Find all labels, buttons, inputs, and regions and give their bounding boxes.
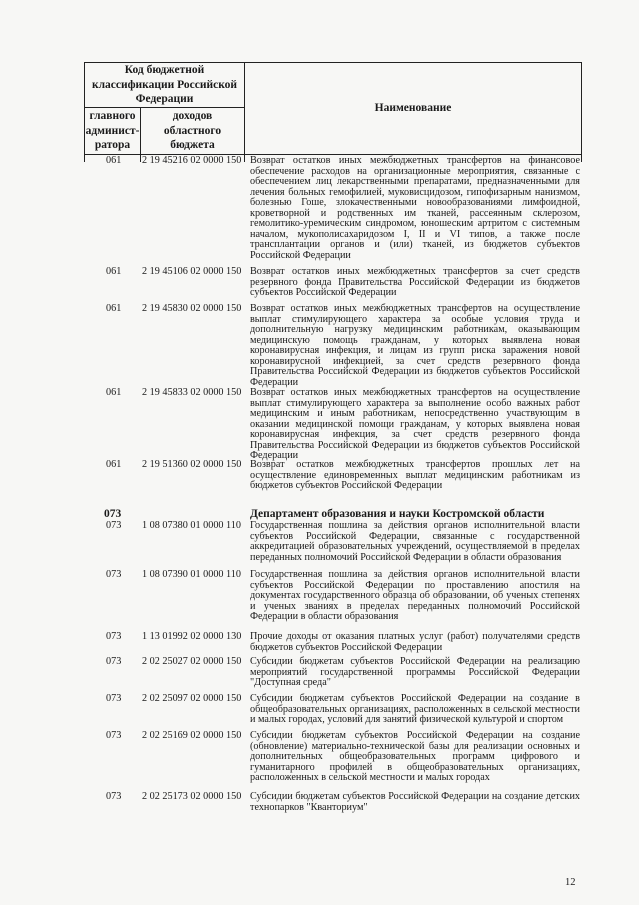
admin-code: 073 [106, 730, 122, 741]
header-col-income [140, 107, 245, 155]
row-description: Субсидии бюджетам субъектов Российской Федерации на реализацию мероприятий государственной программы Российской Федерации "Доступная среда" [250, 656, 580, 689]
header-col-income-label: доходов областного бюджета [163, 110, 222, 152]
income-code: 2 02 25169 02 0000 150 [142, 730, 242, 741]
admin-code: 073 [106, 693, 122, 704]
income-code: 1 13 01992 02 0000 130 [142, 631, 242, 642]
income-code: 1 08 07380 01 0000 110 [142, 520, 241, 531]
row-description: Субсидии бюджетам субъектов Российской Федерации на создание детских технопарков "Кванториум" [250, 791, 580, 813]
header-col-admin [84, 107, 141, 155]
page-number: 12 [565, 877, 576, 888]
header-code-group-label: Код бюджетной классификации Российской Федерации [91, 64, 238, 106]
column-rule-1 [140, 155, 141, 162]
admin-code: 073 [106, 656, 122, 667]
row-description: Субсидии бюджетам субъектов Российской Федерации на создание в общеобразовательных организациях, расположенных в сельской местности и малых городах, условий для занятий физической культурой и спортом [250, 693, 580, 726]
header-col-admin-label: главного админист- ратора [85, 110, 140, 152]
income-code: 2 02 25027 02 0000 150 [142, 656, 242, 667]
admin-code: 073 [106, 631, 122, 642]
income-code: 2 19 45216 02 0000 150 [142, 155, 242, 166]
department-title: Департамент образования и науки Костромской области [250, 508, 545, 520]
row-description: Государственная пошлина за действия органов исполнительной власти субъектов Российской Федерации по проставлению апостиля на документах государственного образца об образовании, об ученых степенях и ученых званиях в пределах переданных полномочий Российской Федерации в области образования [250, 569, 580, 623]
admin-code: 061 [106, 266, 122, 277]
admin-code: 061 [106, 303, 122, 314]
header-col-name [244, 62, 582, 155]
income-code: 2 02 25173 02 0000 150 [142, 791, 242, 802]
header-code-group [84, 62, 245, 108]
row-description: Возврат остатков иных межбюджетных трансфертов на осуществление выплат стимулирующего характера за особые условия труда и дополнительную нагрузку медицинским работникам, оказывающим медицинскую помощь гражданам, у которых выявлена новая коронавирусная инфекция, и лицам из групп риска заражения новой коронавирусной инфекцией, за счет средств резервного фонда Правительства Российской Федерации из бюджетов субъектов Российской Федерации [250, 303, 580, 388]
admin-code: 073 [106, 569, 122, 580]
admin-code: 073 [106, 520, 122, 531]
row-description: Прочие доходы от оказания платных услуг (работ) получателями средств бюджетов субъектов Российской Федерации [250, 631, 580, 653]
column-rule-left [84, 155, 85, 162]
column-rule-right [581, 155, 582, 162]
income-code: 2 19 45830 02 0000 150 [142, 303, 242, 314]
row-description: Возврат остатков иных межбюджетных трансфертов за счет средств резервного фонда Правительства Российской Федерации из бюджетов субъектов Российской Федерации [250, 266, 580, 299]
row-description: Возврат остатков межбюджетных трансфертов прошлых лет на осуществление единовременных выплат медицинским работникам из бюджетов субъектов Российской Федерации [250, 459, 580, 492]
income-code: 2 02 25097 02 0000 150 [142, 693, 242, 704]
admin-code: 061 [106, 459, 122, 470]
column-rule-2 [244, 155, 245, 162]
income-code: 2 19 45106 02 0000 150 [142, 266, 242, 277]
header-col-name-label: Наименование [374, 102, 452, 115]
row-description: Субсидии бюджетам субъектов Российской Федерации на создание (обновление) материально-технической базы для реализации основных и дополнительных общеобразовательных программ цифрового и гуманитарного профилей в общеобразовательных организациях, расположенных в сельской местности и малых городах [250, 730, 580, 784]
row-description: Возврат остатков иных межбюджетных трансфертов на финансовое обеспечение расходов на организационные мероприятия, связанные с обеспечением лиц лекарственными препаратами, предназначенными для лечения больных гемофилией, муковисцидозом, гипофизарным нанизмом, болезнью Гоше, злокачественными новообразованиями лимфоидной, кроветворной и родственных им тканей, рассеянным склерозом, гемолитико-уремическим синдромом, юношеским артритом с системным началом, мукополисахаридозом I, II и VI типов, а также после трансплантации органов и (или) тканей, из бюджетов субъектов Российской Федерации [250, 155, 580, 261]
admin-code: 073 [106, 791, 122, 802]
income-code: 2 19 45833 02 0000 150 [142, 387, 242, 398]
admin-code: 061 [106, 387, 122, 398]
income-code: 1 08 07390 01 0000 110 [142, 569, 241, 580]
row-description: Государственная пошлина за действия органов исполнительной власти субъектов Российской Федерации, связанные с государственной аккредитацией образовательных учреждений, осуществляемой в пределах переданных полномочий Российской Федерации в области образования [250, 520, 580, 563]
department-code: 073 [104, 508, 122, 520]
row-description: Возврат остатков иных межбюджетных трансфертов на осуществление выплат стимулирующего характера за выполнение особо важных работ медицинским и иным работникам, непосредственно участвующим в оказании медицинской помощи гражданам, у которых выявлена новая коронавирусная инфекция, за счет средств резервного фонда Правительства Российской Федерации из бюджетов субъектов Российской Федерации [250, 387, 580, 462]
income-code: 2 19 51360 02 0000 150 [142, 459, 242, 470]
admin-code: 061 [106, 155, 122, 166]
